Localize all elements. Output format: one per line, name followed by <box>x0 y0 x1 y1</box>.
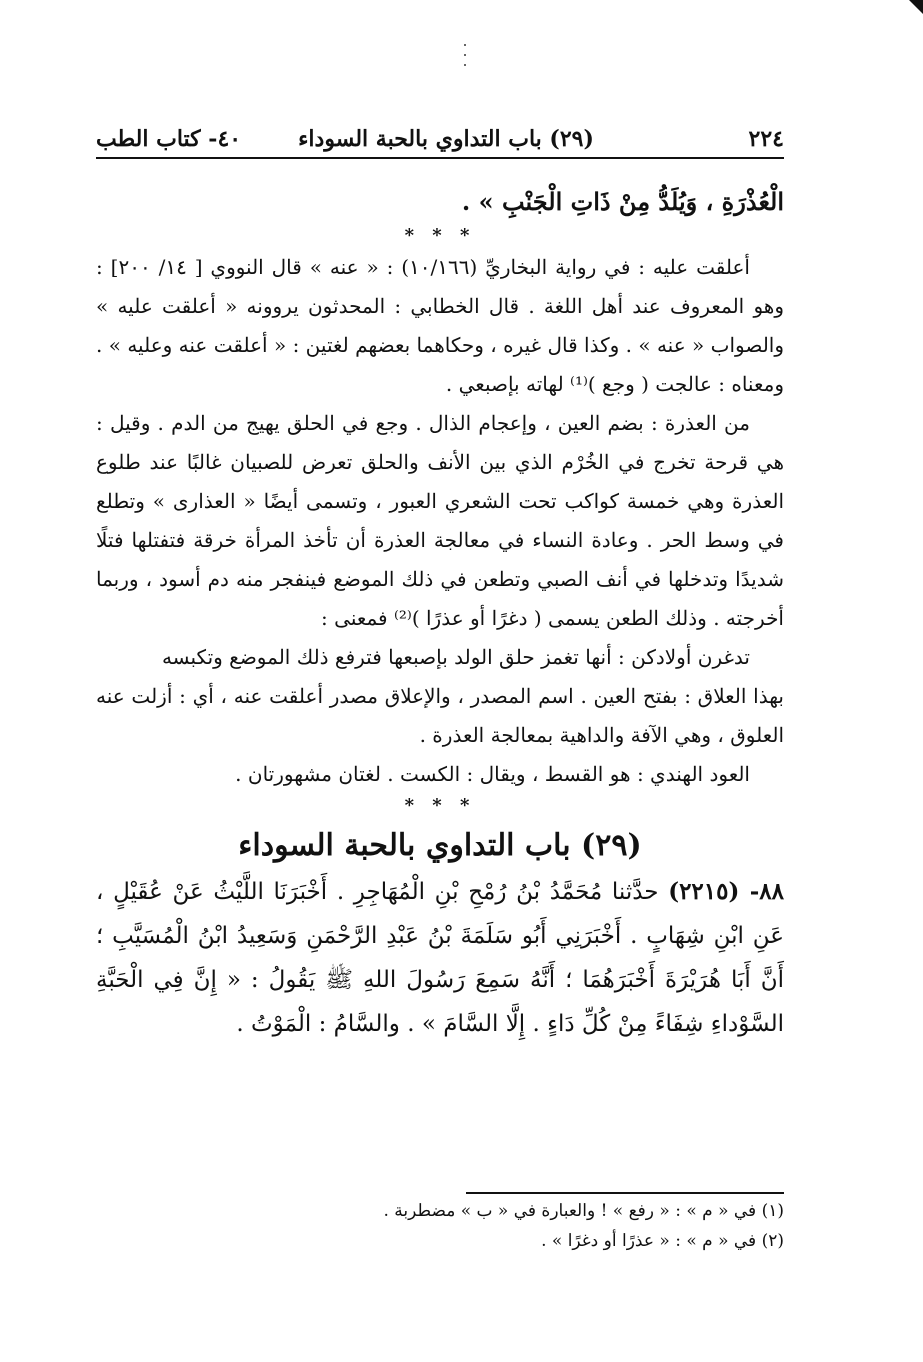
binding-dots <box>462 44 466 74</box>
hadith-block <box>96 870 784 1046</box>
separator-2: * * * <box>404 795 476 816</box>
paragraph-5: العود الهندي : هو القسط ، ويقال : الكست . لغتان مشهورتان . <box>235 762 750 786</box>
header-chapter: (٢٩) باب التداوي بالحبة السوداء <box>298 126 594 152</box>
hadith-number: ٨٨- (٢٢١٥) <box>668 878 784 905</box>
chapter-title: (٢٩) باب التداوي بالحبة السوداء <box>238 828 642 863</box>
running-header <box>96 118 784 158</box>
footnote-rule <box>466 1192 784 1194</box>
paragraph-4: بهذا العلاق : بفتح العين . اسم المصدر ، والإعلاق مصدر أعلقت عنه ، أي : أزلت عنه العلوق ، وهي الآفة والداهية بمعالجة العذرة . <box>96 684 784 747</box>
paragraph-1: أعلقت عليه : في رواية البخاريِّ (١٠/١٦٦) : « عنه » قال النووي [ ١٤/ ٢٠٠] : وهو المعروف عند أهل اللغة . قال الخطابي : المحدثون يروونه « أعلقت عليه » والصواب « عنه » . وكذا قال غيره ، وحكاهما بعضهم لغتين : « أعلقت عنه وعليه » . ومعناه : عالجت ( وجع )⁽¹⁾ لهاته بإصبعي . <box>96 255 784 396</box>
footnote-2: (٢) في « م » : « عذرًا أو دغرًا » . <box>541 1231 784 1251</box>
hadith-text: حدَّثنا مُحَمَّدُ بْنُ رُمْحِ بْنِ الْمُهَاجِرِ . أَخْبَرَنَا اللَّيْثُ عَنْ عُقَيْلٍ ، عَنِ ابْنِ شِهَابٍ . أَخْبَرَنِي أَبُو سَلَمَةَ بْنُ عَبْدِ الرَّحْمَنِ وَسَعِيدُ ابْنُ الْمُسَيَّبِ ؛ أَنَّ أَبَا هُرَيْرَةَ أَخْبَرَهُمَا ؛ أَنَّهُ سَمِعَ رَسُولَ اللهِ ﷺ يَقُولُ : « إِنَّ فِي الْحَبَّةِ السَّوْداءِ شِفَاءً مِنْ كُلِّ دَاءٍ . إِلَّا السَّامَ » . والسَّامُ : الْمَوْتُ . <box>96 879 784 1037</box>
footnotes <box>300 1196 784 1256</box>
paragraph-3: تدغرن أولادكن : أنها تغمز حلق الولد بإصبعها فترفع ذلك الموضع وتكبسه <box>161 645 750 669</box>
paragraph-2: من العذرة : بضم العين ، وإعجام الذال . وجع في الحلق يهيج من الدم . وقيل : هي قرحة تخرج في الخُرْم الذي بين الأنف والحلق تعرض للصبيان غالبًا عند طلوع العذرة وهي خمسة كواكب تحت الشعري العبور ، وتسمى أيضًا « العذارى » وتطلع في وسط الحر . وعادة النساء في معالجة العذرة أن تأخذ المرأة خرقة فتفتلها فتلًا شديدًا وتدخلها في أنف الصبي وتطعن في ذلك الموضع فينفجر منه دم أسود ، وربما أخرجته . وذلك الطعن يسمى ( دغرًا أو عذرًا )⁽²⁾ فمعنى : <box>96 411 784 630</box>
separator-1: * * * <box>404 225 476 246</box>
main-text <box>96 180 784 1046</box>
footnote-1: (١) في « م » : « رفع » ! والعبارة في « ب » مضطربة . <box>383 1201 784 1221</box>
page-number: ٢٢٤ <box>748 126 784 152</box>
header-book: ٤٠- كتاب الطب <box>96 126 242 152</box>
header-rule <box>96 157 784 159</box>
corner-mark <box>909 0 923 14</box>
opening-line: الْعُذْرَةِ ، وَيُلَدُّ مِنْ ذَاتِ الْجَنْبِ » . <box>461 187 784 216</box>
